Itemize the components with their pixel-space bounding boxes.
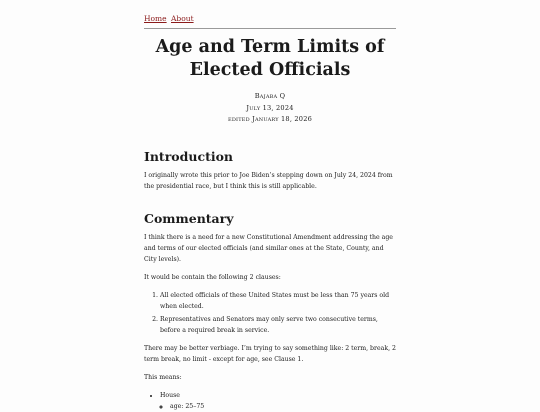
commentary-section xyxy=(144,211,396,412)
article-page xyxy=(144,14,396,412)
introduction-text: I originally wrote this prior to Joe Biden’s stepping down on July 24, 2024 from the presidential race, but I think this is still applicable. xyxy=(144,171,393,190)
article-title: Age and Term Limits of Elected Officials xyxy=(155,37,385,80)
meaning-list xyxy=(144,390,396,412)
commentary-paragraph: I think there is a need for a new Constitutional Amendment addressing the age and terms of our elected officials (and similar ones at the State, County, and City levels). xyxy=(144,233,393,263)
sub-list-item: ◦ age: 25–75 xyxy=(170,401,396,412)
clause-item: 1. All elected officials of these United States must be less than 75 years old when elected. xyxy=(160,290,396,312)
commentary-paragraph: There may be better verbiage. I’m trying to say something like: 2 term, break, 2 term break, no limit - except for age, see Clause 1. xyxy=(144,344,396,363)
clause-list xyxy=(144,290,396,336)
list-item-label: House xyxy=(160,391,180,399)
byline xyxy=(144,91,396,126)
publish-date: July 13, 2024 xyxy=(246,103,294,112)
introduction-section xyxy=(144,149,396,192)
commentary-paragraph: It would be contain the following 2 clauses: xyxy=(144,273,281,281)
clause-item: 2. Representatives and Senators may only serve two consecutive terms, before a required break in service. xyxy=(160,314,396,336)
introduction-heading: Introduction xyxy=(144,148,234,164)
nav-link-about[interactable]: About xyxy=(171,14,194,23)
list-item xyxy=(160,390,396,412)
commentary-paragraph: This means: xyxy=(144,373,182,381)
nav-link-home[interactable]: Home xyxy=(144,14,167,23)
author-name: Bajaba Q xyxy=(254,92,286,100)
commentary-heading: Commentary xyxy=(144,210,234,226)
edited-date: edited January 18, 2026 xyxy=(228,115,312,123)
sub-list xyxy=(160,401,396,412)
top-nav xyxy=(144,14,396,29)
